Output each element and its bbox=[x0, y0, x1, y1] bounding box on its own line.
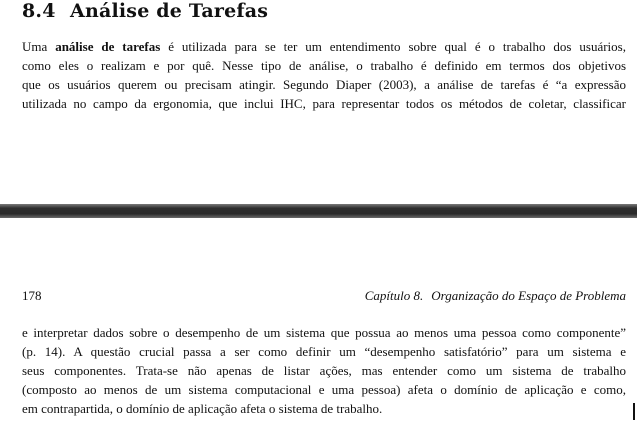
paragraph-line bbox=[22, 37, 626, 56]
bold-term: análise de tarefas bbox=[55, 39, 161, 54]
text-cursor bbox=[633, 403, 635, 420]
upper-page bbox=[0, 0, 637, 204]
chapter-label: Capítulo 8. bbox=[364, 288, 424, 303]
paragraph-line: utilizada no campo da ergonomia, que inclui IHC, para representar todos os métodos de coletar, classificar bbox=[22, 96, 626, 111]
page-number: 178 bbox=[22, 288, 42, 303]
section-number: 8.4 bbox=[22, 0, 56, 22]
paragraph-line: seus componentes. Trata-se não apenas de listar ações, mas entender como um sistema de trabalho bbox=[22, 363, 626, 378]
paragraph-line: (composto ao menos de um sistema computacional e uma pessoa) afeta o domínio de aplicação e como, bbox=[22, 382, 626, 397]
paragraph-line: em contrapartida, o domínio de aplicação afeta o sistema de trabalho. bbox=[22, 401, 383, 416]
section-heading bbox=[22, 0, 268, 22]
section-title: Análise de Tarefas bbox=[70, 0, 269, 22]
running-head bbox=[365, 288, 626, 304]
page-separator bbox=[0, 204, 637, 218]
line-text: é utilizada para se ter um entendimento sobre qual é o trabalho dos usuários, bbox=[160, 39, 626, 54]
chapter-title: Organização do Espaço de Problema bbox=[431, 288, 626, 303]
paragraph-line: e interpretar dados sobre o desempenho de um sistema que possua ao menos uma pessoa como componente” bbox=[22, 325, 626, 340]
continued-paragraph bbox=[22, 323, 626, 418]
paragraph-line: como eles o realizam e por quê. Nesse tipo de análise, o trabalho é definido em termos dos objetivos bbox=[22, 58, 626, 73]
paragraph-line: (p. 14). A questão crucial passa a ser como definir um “desempenho satisfatório” para um sistema e bbox=[22, 344, 626, 359]
section-paragraph bbox=[22, 37, 626, 113]
paragraph-line: que os usuários querem ou precisam atingir. Segundo Diaper (2003), a análise de tarefas é “a expressão bbox=[22, 77, 626, 92]
line-text: Uma bbox=[22, 39, 56, 54]
